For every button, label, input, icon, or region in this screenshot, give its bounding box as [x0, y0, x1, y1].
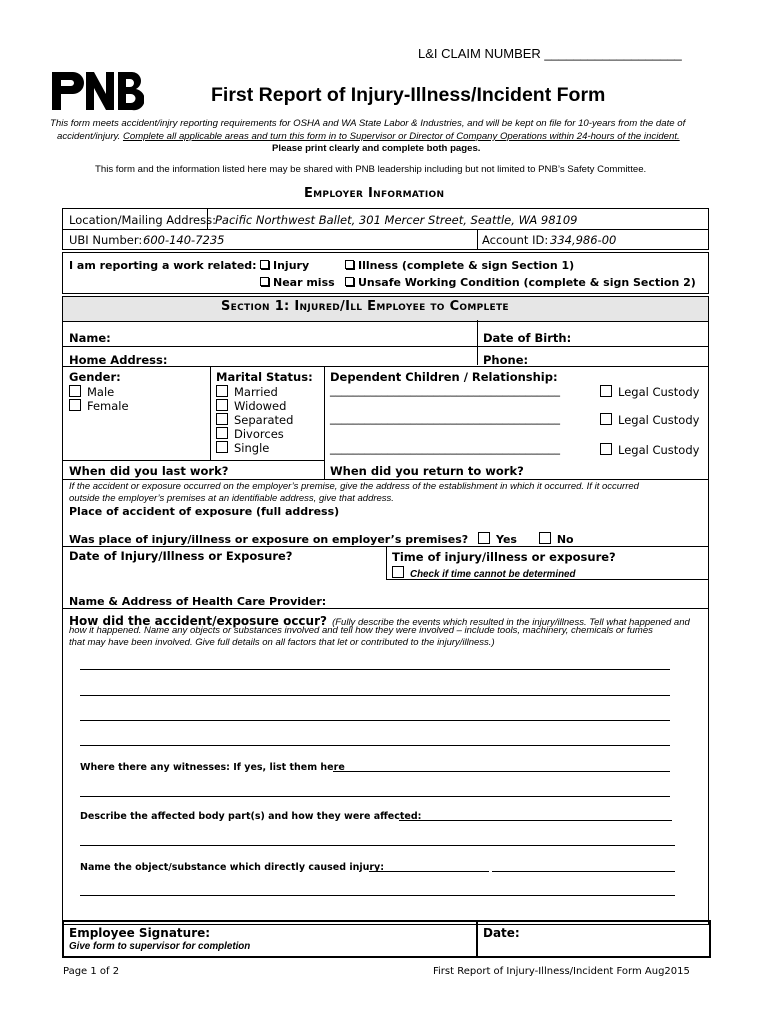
- section1-heading: Section 1: Injured/Ill Employee to Complete: [221, 299, 509, 314]
- dependent-row-3[interactable]: ________________________________________: [330, 441, 560, 455]
- address-label: Home Address:: [69, 353, 168, 367]
- place-label: Place of accident of exposure (full address): [69, 505, 340, 518]
- provider-label: Name & Address of Health Care Provider:: [69, 595, 327, 608]
- object-line-3[interactable]: [80, 895, 675, 896]
- description-line-3[interactable]: [80, 720, 670, 721]
- option-injury[interactable]: Injury: [260, 259, 309, 272]
- premises-no-checkbox[interactable]: [539, 532, 551, 544]
- custody-checkbox-3[interactable]: [600, 443, 612, 455]
- custody-checkbox-2[interactable]: [600, 413, 612, 425]
- marital-single[interactable]: Single: [216, 441, 269, 455]
- signature-date-label: Date:: [483, 926, 520, 940]
- widowed-checkbox[interactable]: [216, 399, 228, 411]
- marital-widowed[interactable]: Widowed: [216, 399, 286, 413]
- account-label: Account ID:: [482, 233, 549, 247]
- marital-separated[interactable]: Separated: [216, 413, 293, 427]
- time-undetermined-checkbox[interactable]: [392, 566, 404, 578]
- witness-label: Where there any witnesses: If yes, list them here: [80, 762, 345, 773]
- return-work-label: When did you return to work?: [330, 464, 524, 478]
- gender-male[interactable]: Male: [69, 385, 114, 399]
- intro-line-2: [57, 131, 680, 142]
- account-value[interactable]: 334,986-00: [550, 233, 617, 247]
- accident-note-1: If the accident or exposure occurred on the employer’s premise, give the address of the establishment in which it occurred. If it occurred: [69, 481, 639, 492]
- reporting-label: I am reporting a work related:: [69, 259, 257, 272]
- premises-question: Was place of injury/illness or exposure on employer’s premises? Yes No: [69, 533, 574, 546]
- body-part-label: Describe the affected body part(s) and how they were affected:: [80, 811, 422, 822]
- gender-female[interactable]: Female: [69, 399, 129, 413]
- single-checkbox[interactable]: [216, 441, 228, 453]
- location-value[interactable]: Pacific Northwest Ballet, 301 Mercer Street, Seattle, WA 98109: [215, 213, 578, 227]
- how-note-1: (Fully describe the events which resulted in the injury/illness. Tell what happened and: [332, 617, 690, 628]
- intro-line-2b: Complete all applicable areas and turn this form in to Supervisor or Director of Company Operations within 24-hours of the incident.: [122, 131, 680, 142]
- custody-2[interactable]: Legal Custody: [600, 413, 699, 427]
- object-line-2[interactable]: [492, 871, 675, 872]
- phone-label: Phone:: [483, 353, 529, 367]
- name-label: Name:: [69, 331, 111, 345]
- near-miss-checkbox[interactable]: [260, 277, 269, 286]
- intro-line-3: Please print clearly and complete both pages.: [272, 143, 481, 154]
- body-part-line-1[interactable]: [399, 820, 672, 821]
- option-illness[interactable]: Illness (complete & sign Section 1): [345, 259, 574, 272]
- premises-yes-checkbox[interactable]: [478, 532, 490, 544]
- intro-line-2a: accident/injury.: [57, 131, 121, 142]
- witness-line-1[interactable]: [333, 771, 670, 772]
- page-title: First Report of Injury-Illness/Incident Form: [211, 84, 606, 106]
- last-work-label: When did you last work?: [69, 464, 229, 478]
- date-injury-label: Date of Injury/Illness or Exposure?: [69, 549, 293, 563]
- dob-label: Date of Birth:: [483, 331, 572, 345]
- claim-number: L&I CLAIM NUMBER ___________________: [418, 46, 682, 61]
- separated-checkbox[interactable]: [216, 413, 228, 425]
- description-line-2[interactable]: [80, 695, 670, 696]
- signature-note: Give form to supervisor for completion: [69, 941, 251, 952]
- marital-married[interactable]: Married: [216, 385, 278, 399]
- option-near-miss[interactable]: Near miss: [260, 276, 335, 289]
- dependent-row-1[interactable]: ________________________________________: [330, 383, 560, 397]
- male-checkbox[interactable]: [69, 385, 81, 397]
- description-line-1[interactable]: [80, 669, 670, 670]
- injury-checkbox[interactable]: [260, 260, 269, 269]
- time-injury-label: Time of injury/illness or exposure?: [392, 550, 616, 564]
- custody-1[interactable]: Legal Custody: [600, 385, 699, 399]
- location-label: Location/Mailing Address:: [69, 213, 216, 227]
- custody-3[interactable]: Legal Custody: [600, 443, 699, 457]
- share-note: This form and the information listed here may be shared with PNB leadership including but not limited to PNB’s Safety Committee.: [95, 164, 647, 175]
- page-number: Page 1 of 2: [63, 966, 120, 977]
- dependent-row-2[interactable]: ________________________________________: [330, 411, 560, 425]
- how-note-3: that may have been involved. Give full details on all factors that let or contributed to the injury/illness.): [69, 637, 495, 648]
- footer-form-name: First Report of Injury-Illness/Incident Form Aug2015: [433, 966, 690, 977]
- signature-label: Employee Signature:: [69, 926, 211, 940]
- ubi-value[interactable]: 600-140-7235: [143, 233, 225, 247]
- pnb-logo: [52, 70, 144, 112]
- employer-heading: Employer Information: [304, 186, 445, 201]
- intro-line-1: This form meets accident/injry reporting requirements for OSHA and WA State Labor & Industries, and will be kept on file for 10-years from the date of: [50, 118, 686, 129]
- witness-line-2[interactable]: [80, 796, 670, 797]
- how-label: How did the accident/exposure occur?: [69, 614, 327, 628]
- dependents-label: Dependent Children / Relationship:: [330, 370, 558, 384]
- illness-checkbox[interactable]: [345, 260, 354, 269]
- ubi-label: UBI Number:: [69, 233, 143, 247]
- marital-divorces[interactable]: Divorces: [216, 427, 284, 441]
- gender-label: Gender:: [69, 370, 121, 384]
- option-unsafe[interactable]: Unsafe Working Condition (complete & sign Section 2): [345, 276, 696, 289]
- marital-label: Marital Status:: [216, 370, 313, 384]
- how-note-2: how it happened. Name any objects or substances involved and tell how they were involved – include tools, machinery, chemicals or fumes: [69, 625, 653, 636]
- object-line-1[interactable]: [369, 871, 489, 872]
- married-checkbox[interactable]: [216, 385, 228, 397]
- description-line-4[interactable]: [80, 745, 670, 746]
- time-check[interactable]: Check if time cannot be determined: [392, 566, 576, 580]
- pnb-logo-graphic: [52, 70, 144, 112]
- divorces-checkbox[interactable]: [216, 427, 228, 439]
- custody-checkbox-1[interactable]: [600, 385, 612, 397]
- body-part-line-2[interactable]: [80, 845, 675, 846]
- female-checkbox[interactable]: [69, 399, 81, 411]
- unsafe-checkbox[interactable]: [345, 277, 354, 286]
- object-label: Name the object/substance which directly caused injury:: [80, 862, 385, 873]
- accident-note-2: outside the employer’s premises at an identifiable address, give that address.: [69, 493, 394, 504]
